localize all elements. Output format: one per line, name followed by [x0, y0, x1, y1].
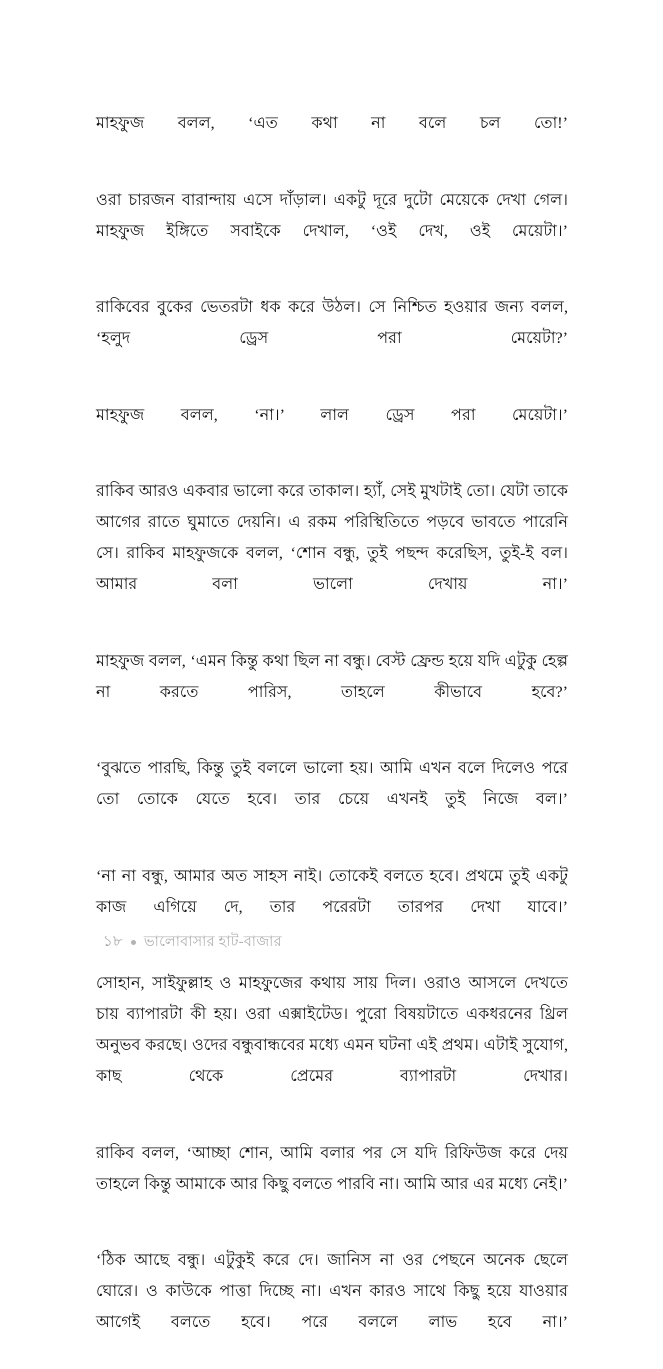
paragraph: ‘না না বন্ধু, আমার অত সাহস নাই। তোকেই বলতে হবে। প্রথমে তুই একটু কাজ এগিয়ে দে, তার পরেরটা তারপর দেখা যাবে।’: [96, 867, 568, 916]
paragraph: রাকিব আরও একবার ভালো করে তাকাল। হ্যাঁ, সেই মুখটাই তো। যেটা তাকে আগের রাতে ঘুমাতে দেয়নি। এ রকম পরিস্থিতিতে পড়বে ভাবতে পারেনি সে। রাকিব মাহফুজকে বলল, ‘শোন বন্ধু, তুই পছন্দ করেছিস, তুই-ই বল। আমার বলা ভালো দেখায় না।’: [96, 483, 568, 593]
paragraph: ‘বুঝতে পারছি, কিন্তু তুই বললে ভালো হয়। আমি এখন বলে দিলেও পরে তো তোকে যেতে হবে। তার চেয়ে এখনই তুই নিজে বল।’: [96, 760, 568, 808]
bullet-dot-icon: [131, 940, 136, 945]
footer-book-title: ভালোবাসার হাট-বাজার: [143, 934, 282, 950]
paragraph: রাকিবের বুকের ভেতরটা ধক করে উঠল। সে নিশ্চিত হওয়ার জন্য বলল, ‘হলুদ ড্রেস পরা মেয়েটা?’: [96, 299, 568, 347]
paragraph: ‘ঠিক আছে বন্ধু। এটুকুই করে দে। জানিস না ওর পেছনে অনেক ছেলে ঘোরে। ও কাউকে পাত্তা দিচ্ছে না। এখন কারও সাথে কিছু হয়ে যাওয়ার আগেই বলতে হবে। পরে বললে লাভ হবে না।’: [96, 1252, 568, 1331]
paragraph: মাহফুজ বলল, ‘না।’ লাল ড্রেস পরা মেয়েটা।’: [96, 406, 568, 424]
paragraph: রাকিব বলল, ‘আচ্ছা শোন, আমি বলার পর সে যদি রিফিউজ করে দেয় তাহলে কিন্তু আমাকে আর কিছু বলতে পারবি না। আমি আর এর মধ্যে নেই।’: [96, 1144, 568, 1193]
page-footer: [103, 932, 282, 952]
paragraph: সোহান, সাইফুল্লাহ ও মাহফুজের কথায় সায় দিল। ওরাও আসলে দেখতে চায় ব্যাপারটা কী হয়। ওরা এক্সাইটেড। পুরো বিষয়টাতে একধরনের থ্রিল অনুভব করছে। ওদের বন্ধুবান্ধবের মধ্যে এমন ঘটনা এই প্রথম। এটাই সুযোগ, কাছ থেকে প্রেমের ব্যাপারটা দেখার।: [96, 975, 568, 1085]
footer-page-number: ১৮: [103, 934, 123, 950]
paragraph: ওরা চারজন বারান্দায় এসে দাঁড়াল। একটু দূরে দুটো মেয়েকে দেখা গেল। মাহফুজ ইঙ্গিতে সবাইকে দেখাল, ‘ওই দেখ, ওই মেয়েটা।’: [96, 191, 568, 240]
paragraph: মাহফুজ বলল, ‘এত কথা না বলে চল তো!’: [96, 115, 568, 132]
paragraph: মাহফুজ বলল, ‘এমন কিন্তু কথা ছিল না বন্ধু। বেস্ট ফ্রেন্ড হয়ে যদি এটুকু হেল্প না করতে পারিস, তাহলে কীভাবে হবে?’: [96, 652, 568, 701]
body-text-column: [96, 108, 568, 1369]
